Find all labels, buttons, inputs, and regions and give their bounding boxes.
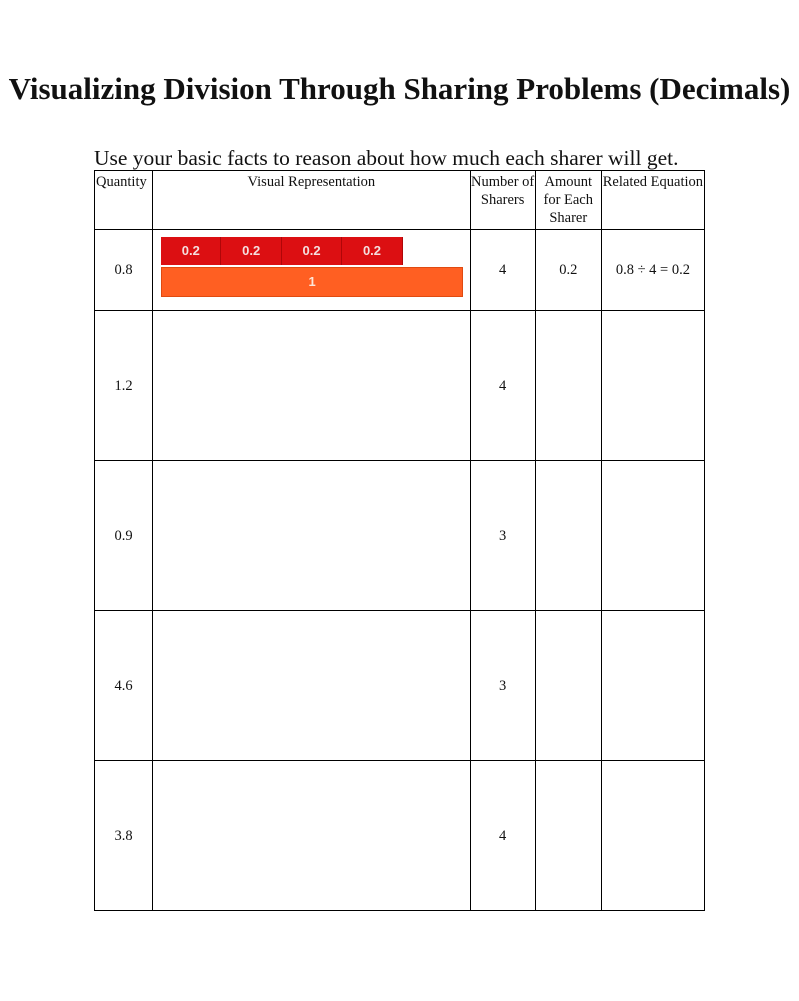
table-row xyxy=(95,311,705,461)
quantity-cell: 0.8 xyxy=(95,230,153,311)
amount-cell[interactable] xyxy=(535,461,601,611)
header-amount xyxy=(535,171,601,230)
equation-cell[interactable] xyxy=(601,611,704,761)
header-visual-label: Visual Representation xyxy=(247,174,376,190)
sharing-table xyxy=(94,170,705,911)
table-row xyxy=(95,611,705,761)
decimal-bar-model xyxy=(161,237,465,299)
table-row xyxy=(95,761,705,911)
equation-cell[interactable] xyxy=(601,311,704,461)
quantity-cell: 4.6 xyxy=(95,611,153,761)
page-title: Visualizing Division Through Sharing Problems (Decimals) xyxy=(8,71,791,106)
amount-cell[interactable] xyxy=(535,311,601,461)
visual-model xyxy=(153,230,470,310)
equation-cell[interactable] xyxy=(601,461,704,611)
sharers-cell: 4 xyxy=(470,230,535,311)
part-bar-segment: 0.2 xyxy=(342,237,402,265)
sharers-cell: 4 xyxy=(470,311,535,461)
part-bar-segment: 0.2 xyxy=(282,237,342,265)
header-quantity-label: Quantity xyxy=(96,174,147,190)
header-visual xyxy=(153,171,471,230)
sharers-cell: 3 xyxy=(470,611,535,761)
visual-cell[interactable] xyxy=(153,761,471,911)
amount-cell[interactable]: 0.2 xyxy=(535,230,601,311)
header-amount-label: Amount for Each Sharer xyxy=(543,174,593,226)
quantity-cell: 1.2 xyxy=(95,311,153,461)
header-equation xyxy=(601,171,704,230)
part-bar-segment: 0.2 xyxy=(221,237,281,265)
quantity-cell: 0.9 xyxy=(95,461,153,611)
equation-cell[interactable] xyxy=(601,761,704,911)
header-sharers-label: Number of Sharers xyxy=(471,174,535,208)
sharers-cell: 4 xyxy=(470,761,535,911)
instructions: Use your basic facts to reason about how much each sharer will get. xyxy=(94,146,679,170)
header-quantity xyxy=(95,171,153,230)
amount-cell[interactable] xyxy=(535,761,601,911)
whole-bar: 1 xyxy=(161,267,463,297)
quantity-cell: 3.8 xyxy=(95,761,153,911)
visual-cell[interactable] xyxy=(153,611,471,761)
visual-cell[interactable] xyxy=(153,311,471,461)
part-bar-segment: 0.2 xyxy=(161,237,221,265)
amount-cell[interactable] xyxy=(535,611,601,761)
table-row xyxy=(95,461,705,611)
visual-cell[interactable] xyxy=(153,461,471,611)
table-row xyxy=(95,230,705,311)
visual-cell[interactable] xyxy=(153,230,471,311)
sharers-cell: 3 xyxy=(470,461,535,611)
header-row xyxy=(95,171,705,230)
equation-cell[interactable]: 0.8 ÷ 4 = 0.2 xyxy=(601,230,704,311)
header-sharers xyxy=(470,171,535,230)
header-equation-label: Related Equation xyxy=(602,174,704,190)
